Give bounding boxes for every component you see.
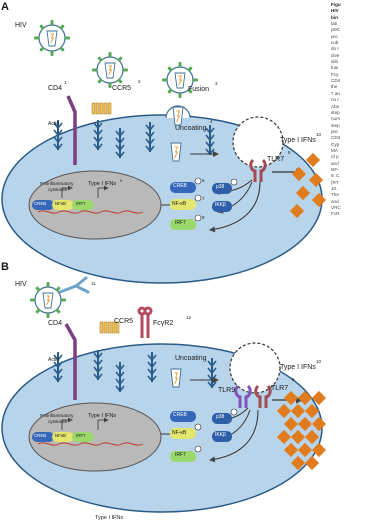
nuc-ifns-label-b: Type I IFNs xyxy=(88,413,117,419)
creb-label-a: CREB xyxy=(173,183,187,189)
actin-label-a: Actin xyxy=(48,121,60,127)
fcgr2-label: FcγR2 xyxy=(153,320,174,327)
fcgr2-receptor xyxy=(139,308,151,338)
caption-line: the xyxy=(331,84,338,90)
uncoating-label-a: Uncoating xyxy=(175,125,207,132)
p38-label-b: p38 xyxy=(216,414,225,420)
uncoating-label-b: Uncoating xyxy=(175,355,207,362)
phosphate-icon xyxy=(195,178,201,184)
tlr7-ref-b: 5 xyxy=(292,377,295,382)
tlr7-ref-a: 5 xyxy=(288,150,291,155)
phosphate-icon xyxy=(231,409,237,415)
actin-label-b: Actin xyxy=(48,357,60,363)
irf7-label-a: IRF7 xyxy=(175,220,186,226)
hiv-label-a: HIV xyxy=(15,22,27,29)
caption-line: do r xyxy=(331,46,339,52)
caption-line: 9. C xyxy=(331,173,340,179)
caption-line: Figu xyxy=(331,2,341,7)
nfkb-label-a: NF-κB xyxy=(172,201,187,207)
caption-line: CD4 xyxy=(331,135,341,141)
antibody-ref: 11 xyxy=(91,281,96,286)
caption-line: 10. xyxy=(331,185,338,191)
tlr7-label-a: TLR7 xyxy=(267,156,285,163)
nuc-ifns-label-a: Type I IFNs xyxy=(88,181,117,187)
ikkb-label-b: IKKβ xyxy=(215,432,226,438)
nfkb-ref-a: 7 xyxy=(202,196,205,201)
tlr9-label: TLR9 xyxy=(218,387,236,394)
fcgr2-ref: 12 xyxy=(186,315,192,320)
nuc-creb-b: CREB xyxy=(34,433,47,438)
caption-line: pre xyxy=(331,128,338,134)
caption-line: MA xyxy=(331,147,338,153)
phosphate-icon xyxy=(195,215,201,221)
type1-ifns-ref-a: 10 xyxy=(316,132,322,137)
proinflammatory-label-a: Proinflammatory xyxy=(40,181,74,186)
caption-line: and xyxy=(331,198,339,204)
nuc-irf7-b: IRF7 xyxy=(76,433,86,438)
caption-line: VRC xyxy=(331,205,341,210)
cytokines-label-b: cytokines xyxy=(48,419,68,424)
nuc-irf7-a: IRF7 xyxy=(76,201,86,206)
capsid-icon xyxy=(171,369,181,387)
figure-caption xyxy=(331,2,367,218)
caption-line: Abs xyxy=(331,103,339,109)
bottom-ifns-label: Type I IFNs xyxy=(95,515,124,521)
ccr5-label-b: CCR5 xyxy=(114,318,134,325)
hiv-virion-icon xyxy=(34,20,70,56)
nuc-nfkb-a: NFκB xyxy=(55,201,66,206)
type1-ifns-label-a: Type I IFNs xyxy=(280,137,316,144)
nfkb-label-b: NF-κB xyxy=(172,430,187,436)
cytokines-label-a: cytokines xyxy=(48,187,68,192)
nuc-ifns-ref-a: 9 xyxy=(120,178,123,183)
panel-b xyxy=(2,278,326,512)
caption-line: FcR xyxy=(331,211,340,217)
capsid-icon xyxy=(171,143,181,161)
caption-line: dive xyxy=(331,52,340,58)
phosphate-icon xyxy=(231,179,237,185)
caption-line: Cyp xyxy=(331,141,340,147)
caption-line: pDC xyxy=(331,27,341,33)
hiv-virion-icon xyxy=(30,282,66,318)
caption-line: and xyxy=(331,160,339,166)
type1-ifns-ref-b: 10 xyxy=(316,359,322,364)
nuc-nfkb-b: NFκB xyxy=(55,433,66,438)
ccr5-label-a: CCR5 xyxy=(112,85,132,92)
caption-line: cub xyxy=(331,40,339,46)
caption-line: num xyxy=(331,116,340,122)
uncoating-ref: 4 xyxy=(210,119,213,124)
nuc-creb-a: CREB xyxy=(34,201,47,206)
hiv-label-b: HIV xyxy=(15,281,27,288)
fusion-ref: 3 xyxy=(215,81,218,86)
caption-line: NF- xyxy=(331,166,339,172)
caption-line: fusi xyxy=(331,65,339,71)
irf7-ref-a: 8 xyxy=(202,215,205,220)
cd4-label-b: CD4 xyxy=(48,320,63,327)
proinflammatory-label-b: Proinflammatory xyxy=(40,413,74,418)
phosphate-icon xyxy=(195,446,201,452)
creb-label-b: CREB xyxy=(173,412,187,418)
panel-b-letter: B xyxy=(1,261,9,273)
panel-a-letter: A xyxy=(1,1,9,13)
panel-a xyxy=(2,20,326,283)
phosphate-icon xyxy=(195,424,201,430)
caption-line: HIV xyxy=(331,8,339,14)
caption-line: (RT xyxy=(331,179,339,185)
caption-line: allo xyxy=(331,59,339,65)
ccr5-receptor xyxy=(92,103,111,114)
type1-ifns-label-b: Type I IFNs xyxy=(280,364,316,371)
phosphate-icon xyxy=(195,195,201,201)
cd4-label-a: CD4 xyxy=(48,85,63,92)
caption-line: CD4 xyxy=(331,78,341,84)
caption-line: step xyxy=(331,122,340,128)
cd4-ref-a: 1 xyxy=(64,80,67,85)
antibody-icon xyxy=(60,278,88,292)
ccr5-ref-a: 2 xyxy=(138,79,141,84)
tlr7-label-b: TLR7 xyxy=(271,385,289,392)
ikkb-label-a: IKKβ xyxy=(215,202,226,208)
caption-line: pro xyxy=(331,33,338,39)
p38-label-a: p38 xyxy=(216,184,225,190)
caption-line: 7 an xyxy=(331,90,340,96)
caption-line: bin xyxy=(331,14,338,20)
caption-line: no r xyxy=(331,97,339,103)
caption-line: Fcy xyxy=(331,71,339,77)
caption-line: of p xyxy=(331,154,339,160)
hiv-virion-icon xyxy=(92,52,128,88)
caption-line: step xyxy=(331,109,340,115)
fusion-label: Fusion xyxy=(188,86,210,93)
caption-line: tati xyxy=(331,21,338,27)
caption-line: The xyxy=(331,192,339,198)
creb-ref-a: 6 xyxy=(202,178,205,183)
irf7-label-b: IRF7 xyxy=(175,452,186,458)
